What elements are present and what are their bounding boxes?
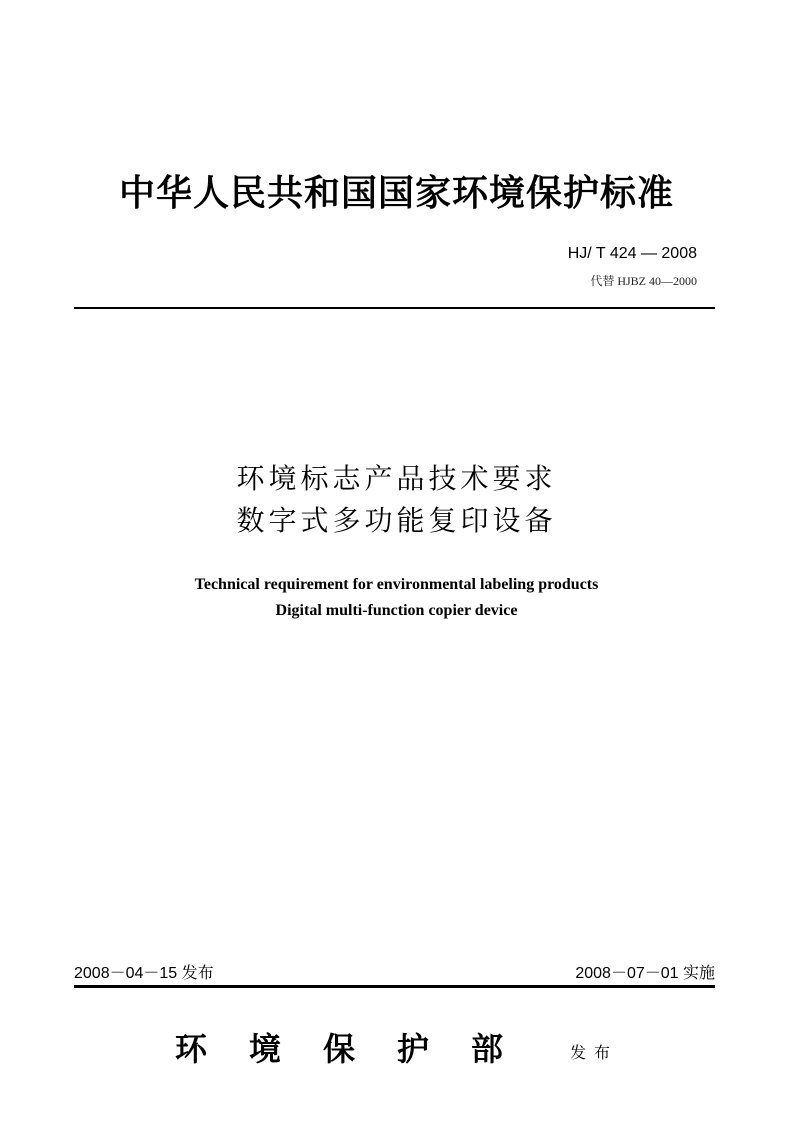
chinese-title-line1: 环境标志产品技术要求 — [236, 462, 557, 495]
english-title-line2: Digital multi-function copier device — [275, 602, 518, 619]
standard-title: 中华人民共和国国家环境保护标准 — [118, 172, 674, 214]
chinese-title-line2: 数字式多功能复印设备 — [236, 504, 557, 537]
footer-divider — [74, 985, 715, 988]
issue-date: 2008－04－15 发布 — [74, 965, 214, 982]
english-title-line1: Technical requirement for environmental labeling products — [194, 576, 599, 593]
implementation-date: 2008－07－01 实施 — [575, 965, 715, 982]
standard-code: HJ/ T 424 — 2008 — [567, 245, 697, 262]
replaces-note: 代替 HJBZ 40—2000 — [590, 274, 697, 288]
header-divider — [74, 307, 715, 309]
publisher: 环境保护部 — [175, 1030, 546, 1068]
english-title — [0, 572, 793, 624]
chinese-title — [0, 458, 793, 542]
publisher-suffix: 发布 — [570, 1043, 619, 1062]
